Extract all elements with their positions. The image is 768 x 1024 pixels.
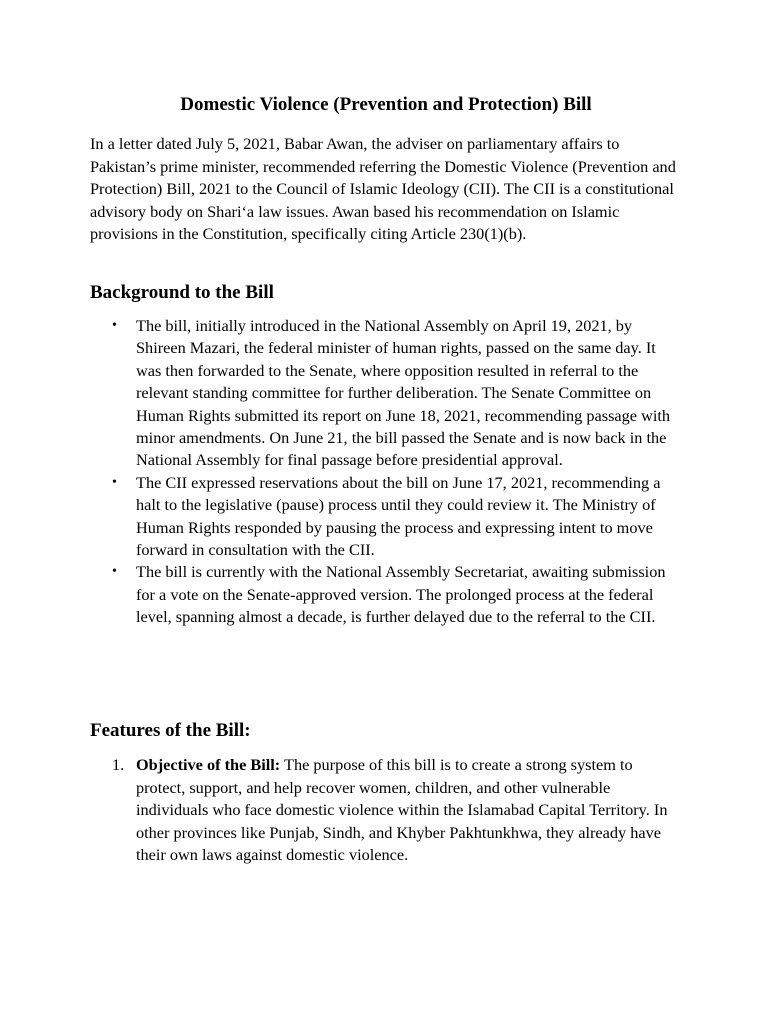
bullet-icon: •	[112, 564, 117, 580]
list-item	[90, 561, 682, 628]
feature-label: Objective of the Bill:	[136, 755, 281, 774]
document-title: Domestic Violence (Prevention and Protection) Bill	[180, 94, 592, 115]
background-bullet-list	[90, 315, 682, 629]
feature-number: 1.	[112, 755, 125, 774]
features-heading: Features of the Bill:	[90, 720, 251, 741]
list-item	[90, 472, 682, 562]
features-list	[90, 754, 682, 867]
list-item	[90, 754, 682, 867]
list-item	[90, 315, 682, 472]
intro-paragraph: In a letter dated July 5, 2021, Babar Awan, the adviser on parliamentary affairs to Pakistan’s prime minister, recommended referring the Domestic Violence (Prevention and Protection) Bill, 2021 to the Council of Islamic Ideology (CII). The CII is a constitutional advisory body on Shari‘a law issues. Awan based his recommendation on Islamic provisions in the Constitution, specifically citing Article 230(1)(b).	[90, 134, 676, 243]
feature-text: The purpose of this bill is to create a strong system to protect, support, and help recover women, children, and other vulnerable individuals who face domestic violence within the Islamabad Capital Territory. In other provinces like Punjab, Sindh, and Khyber Pakhtunkhwa, they already have their own laws against domestic violence.	[136, 755, 668, 864]
bullet-icon: •	[112, 318, 117, 333]
bullet-icon: •	[112, 474, 117, 490]
background-heading: Background to the Bill	[90, 282, 274, 303]
bullet-text: The bill, initially introduced in the National Assembly on April 19, 2021, by Shireen Mazari, the federal minister of human rights, passed on the same day. It was then forwarded to the Senate, where opposition resulted in referral to the relevant standing committee for further deliberation. The Senate Committee on Human Rights submitted its report on June 18, 2021, recommending passage with minor amendments. On June 21, the bill passed the Senate and is now back in the National Assembly for final passage before presidential approval.	[136, 316, 671, 470]
bullet-text: The CII expressed reservations about the bill on June 17, 2021, recommending a halt to the legislative (pause) process until they could review it. The Ministry of Human Rights responded by pausing the process and expressing intent to move forward in consultation with the CII.	[136, 472, 661, 560]
bullet-text: The bill is currently with the National Assembly Secretariat, awaiting submission for a vote on the Senate-approved version. The prolonged process at the federal level, spanning almost a decade, is further delayed due to the referral to the CII.	[136, 562, 666, 627]
